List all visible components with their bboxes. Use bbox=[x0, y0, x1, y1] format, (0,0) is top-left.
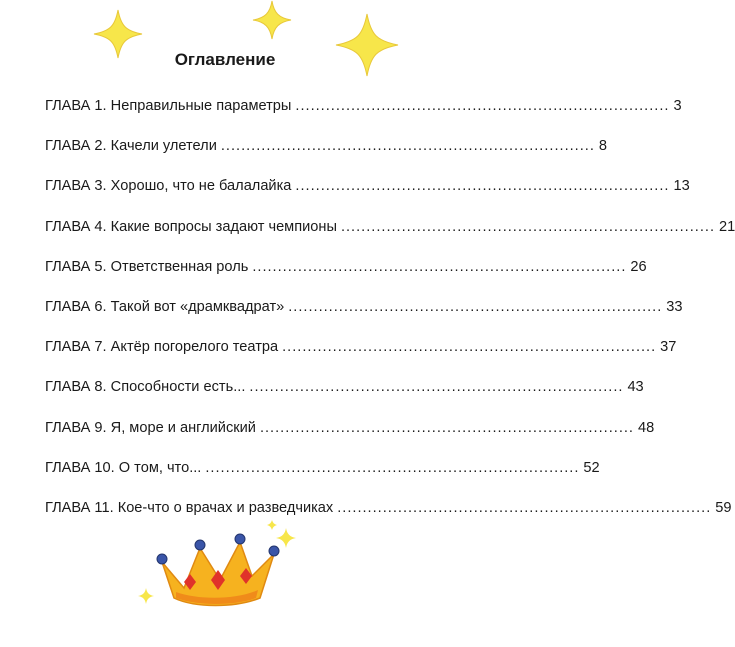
toc-entry-page: 59 bbox=[715, 499, 732, 516]
toc-entry-label: ГЛАВА 10. О том, что... bbox=[45, 459, 202, 476]
toc-entry-page: 8 bbox=[598, 138, 608, 155]
toc-entry-page: 26 bbox=[630, 258, 647, 275]
toc-entry-page: 3 bbox=[673, 98, 682, 114]
toc-entry[interactable] bbox=[45, 178, 690, 205]
toc-entry-page: 43 bbox=[627, 379, 644, 396]
toc-title: Оглавление bbox=[174, 50, 276, 69]
toc-entry-page: 13 bbox=[673, 178, 690, 195]
toc-entry[interactable] bbox=[45, 339, 677, 366]
toc-leader-dots: .......................................................................... bbox=[282, 339, 657, 356]
toc-entry-page: 37 bbox=[660, 339, 677, 356]
sparkle-icon bbox=[252, 0, 292, 40]
toc-entry-label: ГЛАВА 11. Кое-что о врачах и разведчиках bbox=[45, 499, 334, 516]
toc-entry[interactable] bbox=[45, 419, 655, 447]
toc-entry[interactable] bbox=[45, 98, 682, 125]
toc-entry-label: ГЛАВА 7. Актёр погорелого театра bbox=[45, 339, 279, 356]
table-of-contents bbox=[45, 98, 735, 540]
toc-entry[interactable] bbox=[45, 379, 644, 406]
toc-entry-label: ГЛАВА 8. Способности есть... bbox=[45, 379, 246, 396]
toc-entry-label: ГЛАВА 2. Качели улетели bbox=[45, 138, 217, 155]
toc-entry[interactable] bbox=[45, 138, 608, 165]
toc-entry-page: 21 bbox=[719, 218, 735, 235]
toc-entry[interactable] bbox=[45, 298, 683, 326]
toc-entry-page: 52 bbox=[583, 459, 600, 476]
toc-entry[interactable] bbox=[45, 459, 600, 487]
toc-leader-dots: .......................................................................... bbox=[295, 178, 670, 195]
toc-leader-dots: .......................................................................... bbox=[205, 459, 580, 476]
toc-leader-dots: .......................................................................... bbox=[288, 298, 663, 315]
crown-icon bbox=[140, 518, 300, 608]
toc-leader-dots: .......................................................................... bbox=[220, 138, 595, 155]
toc-entry-label: ГЛАВА 3. Хорошо, что не балалайка bbox=[45, 178, 292, 195]
toc-entry-label: ГЛАВА 1. Неправильные параметры bbox=[45, 98, 292, 114]
toc-entry-label: ГЛАВА 6. Такой вот «драмквадрат» bbox=[45, 298, 285, 315]
toc-entry-page: 48 bbox=[637, 419, 655, 436]
toc-entry-label: ГЛАВА 9. Я, море и английский bbox=[45, 419, 256, 436]
toc-leader-dots: .......................................................................... bbox=[252, 258, 627, 275]
toc-entry-page: 33 bbox=[666, 298, 683, 315]
toc-leader-dots: .......................................................................... bbox=[259, 419, 634, 436]
toc-entry[interactable] bbox=[45, 258, 647, 286]
toc-leader-dots: .......................................................................... bbox=[249, 379, 624, 396]
toc-entry-label: ГЛАВА 4. Какие вопросы задают чемпионы bbox=[45, 218, 337, 235]
toc-entry[interactable] bbox=[45, 218, 735, 246]
toc-leader-dots: .......................................................................... bbox=[337, 499, 712, 516]
toc-leader-dots: .......................................................................... bbox=[340, 218, 715, 235]
toc-leader-dots: .......................................................................... bbox=[295, 98, 670, 114]
toc-entry-label: ГЛАВА 5. Ответственная роль bbox=[45, 258, 249, 275]
